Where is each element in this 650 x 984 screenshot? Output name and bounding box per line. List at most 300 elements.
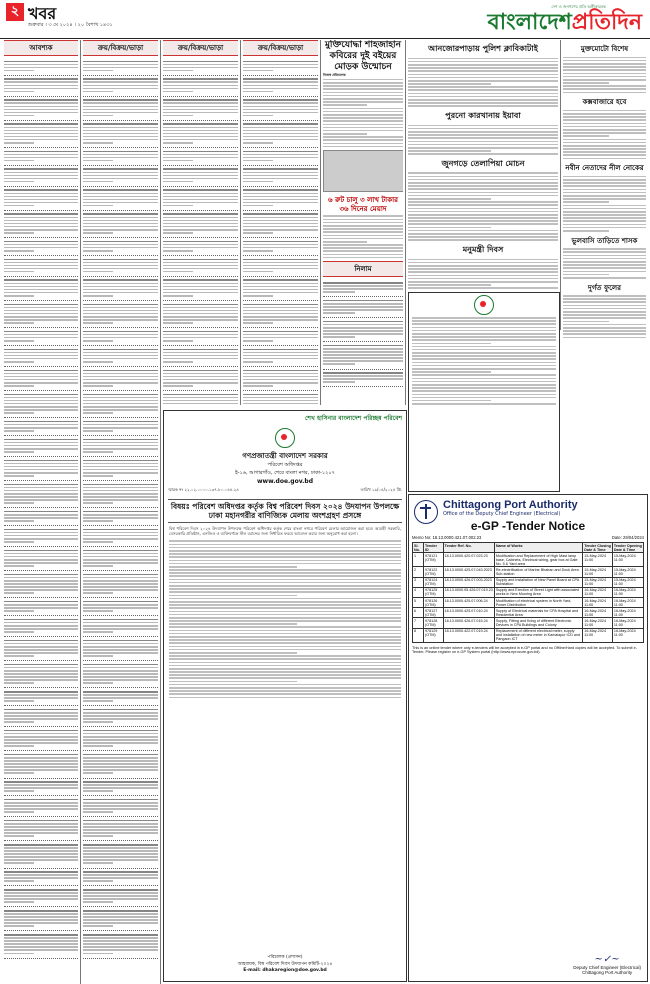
text-line [4,379,78,381]
text-line [169,668,401,670]
text-line [243,262,318,264]
text-line [323,348,403,350]
text-line [408,192,558,194]
text-line [563,298,646,300]
notice-heading: বিষয়ঃ পরিবেশ অধিদপ্তর কর্তৃক বিশ্ব পরিবেশ দিবস ২০২৪ উদযাপন উপলক্ষে ঢাকা মহানগরীর বাণিজ্যিক মেলায় অংশগ্রহণ প্রসঙ্গে [168,499,402,523]
text-line [163,385,193,387]
text-line [83,760,158,762]
text-line [163,199,238,201]
classified-ad [83,418,158,436]
text-line [323,101,403,103]
text-line [163,403,238,405]
text-line [163,130,238,132]
text-line [4,130,78,132]
text-line [83,898,158,900]
text-line [83,127,158,129]
text-line [4,934,78,936]
text-line [408,61,558,63]
text-line [243,400,318,402]
table-header-row [413,543,644,553]
text-line [243,382,318,384]
text-line [163,78,238,80]
text-line [4,733,78,735]
text-line [163,322,193,324]
table-row [413,597,644,607]
text-line [4,604,78,606]
text-line [4,514,78,516]
text-line [83,538,158,540]
classified-ad [83,367,158,391]
text-line [163,370,238,372]
table-cell: 15-May-2024 11:00 [583,553,613,567]
table-cell: 16-May-2024 11:00 [612,618,643,628]
text-line [169,658,401,660]
text-line [4,460,78,462]
text-line [563,110,646,112]
classified-ad [163,76,238,97]
text-line [243,189,318,191]
text-line [4,64,78,66]
text-line [83,487,158,489]
text-line [163,157,238,159]
text-line [83,397,158,399]
classified-ad [83,598,158,616]
table-cell: 18.13.0000.05.426.07.019.23 [443,587,494,597]
text-line [323,333,403,335]
text-line [163,88,238,90]
text-line [412,397,556,399]
text-line [563,69,646,71]
column-title: আবশ্যক [4,40,78,56]
text-line [169,611,401,613]
text-line [408,278,558,280]
table-row [413,618,644,628]
table-cell: 6 [413,608,424,618]
text-line [163,123,238,125]
classified-ad [4,238,78,256]
text-line [163,241,238,243]
text-line [83,514,158,516]
table-cell: 16-May-2024 11:00 [612,628,643,642]
text-line [163,358,238,360]
text-line [408,239,558,241]
text-line [83,313,158,315]
text-line [4,628,78,630]
text-line [323,127,403,129]
text-line [408,195,558,197]
table-header-cell: Sl. No. [413,543,424,553]
text-line [408,144,558,146]
text-line [563,220,646,222]
text-line [163,189,238,191]
text-line [563,337,646,339]
text-line [563,271,646,273]
text-line [243,181,273,183]
text-line [563,135,609,137]
text-line [169,665,401,667]
cpa-table-wrap [409,542,647,643]
text-line [243,313,318,315]
text-line [4,940,78,942]
text-line [83,583,158,585]
text-line [563,176,646,178]
text-line [4,151,78,153]
text-line [563,311,646,313]
text-line [83,511,158,513]
classified-ad [83,346,158,367]
text-line [408,153,558,155]
text-line [408,284,491,286]
classified-ad [83,76,158,97]
classified-ad [4,508,78,526]
text-line [83,496,158,498]
text-line [83,279,158,281]
text-line [83,493,158,495]
classified-ad [4,436,78,457]
text-line [4,304,78,306]
classified-ad [4,97,78,121]
govt-emblem-icon [474,295,494,315]
text-line [4,953,34,955]
text-line [4,229,78,231]
text-line [4,487,78,489]
text-line [4,136,78,138]
table-row [413,628,644,642]
text-line [4,859,78,861]
page-number: ২ [6,3,24,21]
text-line [163,313,238,315]
text-line [4,925,34,927]
text-line [83,709,158,711]
text-line [83,442,158,444]
center-body [323,79,403,148]
table-header-cell: Tender Ref. No. [443,543,494,553]
text-line [563,151,646,153]
text-line [83,757,158,759]
table-cell: 16-May-2024 11:00 [583,628,613,642]
text-line [169,560,401,562]
classified-ad [4,277,78,301]
classified-ad [83,841,158,868]
text-line [412,390,556,392]
text-line [4,451,34,453]
text-line [563,57,646,59]
text-line [408,96,558,98]
text-line [83,232,113,234]
text-line [4,718,78,720]
text-line [4,565,34,567]
text-line [169,614,401,616]
text-line [83,168,158,170]
text-line [4,721,34,723]
text-line [4,781,78,783]
text-line [4,532,78,534]
text-line [408,93,558,95]
country-name: গণপ্রজাতন্ত্রী বাংলাদেশ সরকার [242,452,328,460]
classified-ad [83,688,158,706]
text-line [83,157,158,159]
story-body [408,125,558,155]
text-line [408,80,558,82]
text-line [163,168,238,170]
classified-ad [83,547,158,571]
govt-doe-notice [163,410,407,982]
classified-ad [4,931,78,958]
text-line [4,511,78,513]
text-line [83,730,158,732]
text-line [163,340,193,342]
text-line [4,490,78,492]
text-line [243,133,318,135]
text-line [4,736,78,738]
text-line [163,223,238,225]
table-cell: 978122 (OTM) [423,567,443,577]
table-row [413,577,644,587]
text-line [243,295,273,297]
text-line [169,693,401,695]
text-line [83,745,113,747]
text-line [83,70,113,72]
text-line [83,901,113,903]
text-line [4,730,78,732]
text-line [4,574,78,576]
text-line [243,319,318,321]
table-cell: 1 [413,553,424,567]
text-line [243,310,318,312]
text-line [83,199,158,201]
text-line [408,265,558,267]
text-line [4,175,78,177]
text-line [163,160,193,162]
text-line [4,901,34,903]
text-line [563,158,646,160]
text-line [83,874,158,876]
text-line [83,337,158,339]
text-line [4,295,34,297]
text-line [4,943,78,945]
text-line [408,208,558,210]
far-right-column [563,40,646,530]
text-line [169,563,401,565]
anchor-logo-icon [414,500,438,524]
text-line [83,412,113,414]
text-line [83,592,113,594]
text-line [169,588,401,590]
text-line [169,697,401,699]
text-line [323,136,403,138]
table-cell: 15-May-2024 11:00 [612,577,643,587]
text-line [243,376,318,378]
text-line [4,406,78,408]
table-cell: 16-May-2024 11:00 [612,587,643,597]
text-line [83,304,158,306]
table-cell: 978121 (OTM) [423,553,443,567]
memo-number: স্মারক নং ২২.০২.০০০০.১৩৭.৮০.০৪৪.২৪ [168,487,239,492]
text-line [563,142,646,144]
text-line [83,499,158,501]
text-line [243,283,318,285]
text-line [412,387,556,389]
text-line [412,317,556,319]
text-line [83,580,158,582]
text-line [83,409,158,411]
text-line [323,143,403,145]
text-line [243,226,318,228]
text-line [4,811,34,813]
text-line [4,853,78,855]
classified-ad [83,869,158,887]
table-cell: 18.13.0000.426.07.015.24 [443,618,494,628]
text-line [4,292,78,294]
text-line [169,579,401,581]
text-line [4,358,78,360]
text-line [83,625,158,627]
brand-name-part-b: প্রতিদিন [571,9,642,35]
text-line [243,229,318,231]
text-line [83,430,113,432]
text-line [243,286,318,288]
text-line [563,274,609,276]
text-line [408,220,558,222]
cpa-footer-note: This is an online tender where only e-tenders will be accepted in e-GP portal and no Offline/Hard copies will be accepted. To submit e-Tender, Please register on e-GP System portal (http://www.eprocure.gov.bd). [412,645,637,654]
text-line [243,112,318,114]
text-line [163,81,238,83]
text-line [323,117,403,119]
text-line [83,136,158,138]
text-line [243,106,318,108]
text-line [4,712,78,714]
story-body [563,295,646,338]
text-line [323,257,403,259]
table-cell: 978128 (OTM) [423,618,443,628]
text-line [243,136,318,138]
text-line [4,337,78,339]
date-line: শুক্রবার । ৩ মে ২০২৪ । ২০ বৈশাখ ১৪৩১ [28,22,113,28]
text-line [83,385,113,387]
text-line [243,232,273,234]
text-line [563,333,646,335]
text-line [169,642,401,644]
classified-ad [83,58,158,76]
address: ই-১৬, আগারগাঁও, শেরে বাংলা নগর, ঢাকা-১২০৭ [235,470,335,476]
text-line [83,229,158,231]
text-line [83,310,158,312]
text-line [563,224,646,226]
text-line [83,355,158,357]
text-line [4,313,78,315]
classified-ad [163,256,238,277]
text-line [4,745,34,747]
text-line [163,175,238,177]
text-line [4,835,34,837]
text-line [323,228,403,230]
table-cell: 16-May-2024 11:00 [583,597,613,607]
classified-ad [4,481,78,508]
text-line [4,352,78,354]
text-line [323,98,403,100]
text-line [243,279,318,281]
classified-list [323,279,403,387]
text-line [4,643,78,645]
text-line [323,309,403,311]
text-line [163,202,238,204]
text-line [83,577,158,579]
text-line [323,288,403,290]
text-line [83,78,158,80]
text-line [83,943,158,945]
text-line [4,286,78,288]
classified-ad [83,727,158,751]
text-line [243,358,318,360]
classified-ad [83,301,158,328]
text-line [408,102,558,104]
text-line [563,132,646,134]
text-line [243,139,318,141]
classified-ad [4,121,78,148]
story-title: জুনগড়ে তেলাপিয়া মোচন [441,157,525,168]
text-line [83,151,158,153]
text-line [243,265,318,267]
slogan: শেখ হাসিনার বাংলাদেশ পরিচ্ছন্ন পরিবেশ [304,415,402,422]
classified-ad [4,661,78,688]
classified-ad [163,211,238,238]
text-line [4,244,78,246]
text-line [323,225,403,227]
classified-ad [4,637,78,661]
text-line [83,196,158,198]
table-cell: Modification and Replacement of High Mast lamp base, Cabinets, Electrical wiring, gear box at Gate No. 5 & Yard area [494,553,582,567]
cpa-signatory-sub: Chittagong Port Authority [582,970,633,975]
classified-ad [83,436,158,457]
text-line [163,304,238,306]
text-line [4,559,78,561]
column-title: ক্রয়/বিক্রয়/ভাড়া [243,40,318,56]
text-line [163,400,238,402]
text-line [4,670,78,672]
classified-ad [243,121,318,148]
classified-ad [83,907,158,931]
text-line [243,370,318,372]
text-line [563,227,646,229]
text-line [243,142,273,144]
text-line [4,742,78,744]
classified-ad [83,661,158,688]
text-line [4,847,78,849]
text-line [563,308,646,310]
text-line [4,892,78,894]
text-line [169,671,401,673]
text-line [243,289,318,291]
table-cell: 16-May-2024 11:00 [583,618,613,628]
text-line [83,475,113,477]
notice-body: বিশ্ব পরিবেশ দিবস ২০২৪ উদযাপন উপলক্ষে পরিবেশ অধিদপ্তর কর্তৃক শেরে বাংলা নগরে পরিবেশ মেলার আয়োজন করা হবে। আগ্রহী সরকারি, বেসরকারি প্রতিষ্ঠান, এনজিও ও ব্যক্তিবর্গকে স্টল বরাদ্দের জন্য নির্ধারিত ফরমে আবেদন করার জন্য অনুরোধ করা হলো। [169,526,401,537]
classified-ad [4,391,78,418]
text-line [83,189,158,191]
text-line [83,799,158,801]
text-line [243,307,318,309]
text-line [4,649,78,651]
text-line [163,61,238,63]
text-line [4,223,78,225]
text-line [163,349,238,351]
text-line [163,64,238,66]
text-line [4,247,78,249]
text-line [412,339,556,341]
text-line [243,168,318,170]
text-line [4,241,78,243]
column-divider [240,40,241,405]
text-line [169,633,401,635]
